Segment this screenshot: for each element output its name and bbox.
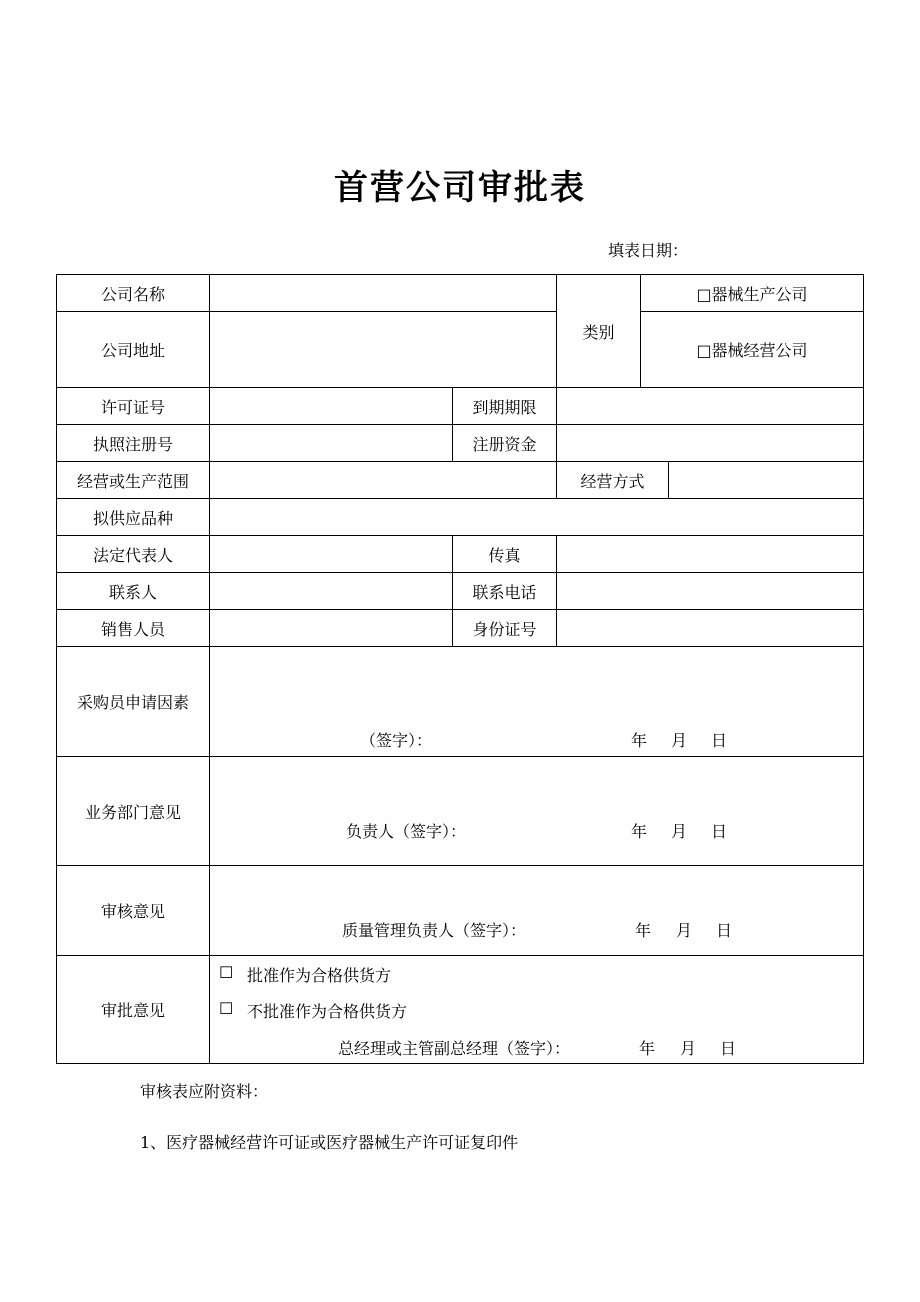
contact-field[interactable] (209, 572, 453, 610)
business-dept-opinion-field[interactable] (209, 756, 864, 866)
business-scope-field[interactable] (209, 461, 557, 499)
purchaser-date-day: 日 (711, 731, 728, 750)
review-date-month: 月 (676, 921, 693, 940)
company-name-field[interactable] (209, 274, 557, 312)
label-business-mode: 经营方式 (556, 461, 669, 499)
license-no-field[interactable] (209, 387, 453, 425)
fill-date-label: 填表日期： (608, 241, 689, 260)
purchaser-sign-label: （签字）： (360, 731, 433, 750)
approval-date-day: 日 (720, 1039, 737, 1058)
page-title: 首营公司审批表 (334, 168, 586, 208)
category-option-manufacturer[interactable]: □器械生产公司 (640, 274, 864, 312)
label-phone: 联系电话 (452, 572, 557, 610)
review-opinion-field[interactable] (209, 865, 864, 956)
label-company-name: 公司名称 (56, 274, 210, 312)
approve-option-label: 批准作为合格供货方 (247, 966, 392, 985)
label-contact: 联系人 (56, 572, 210, 610)
business-license-no-field[interactable] (209, 424, 453, 462)
reject-checkbox[interactable]: ☐ (219, 999, 234, 1018)
purchaser-date-month: 月 (671, 731, 688, 750)
label-supply-products: 拟供应品种 (56, 498, 210, 536)
review-date-day: 日 (716, 921, 733, 940)
registered-capital-field[interactable] (556, 424, 864, 462)
label-license-no: 许可证号 (56, 387, 210, 425)
company-address-field[interactable] (209, 311, 557, 388)
reject-option-label: 不批准作为合格供货方 (247, 1002, 408, 1021)
label-expiry: 到期期限 (452, 387, 557, 425)
label-fax: 传真 (452, 535, 557, 573)
phone-field[interactable] (556, 572, 864, 610)
approval-date-month: 月 (680, 1039, 697, 1058)
expiry-field[interactable] (556, 387, 864, 425)
label-company-address: 公司地址 (56, 311, 210, 388)
label-category: 类别 (556, 274, 641, 388)
purchaser-reason-field[interactable] (209, 646, 864, 757)
approval-sign-label: 总经理或主管副总经理（签字）： (338, 1039, 571, 1058)
business-dept-date-year: 年 (631, 822, 648, 841)
label-legal-rep: 法定代表人 (56, 535, 210, 573)
review-sign-label: 质量管理负责人（签字）： (342, 921, 527, 940)
purchaser-date-year: 年 (631, 731, 648, 750)
business-dept-sign-label: 负责人（签字）： (346, 822, 467, 841)
business-dept-date-month: 月 (671, 822, 688, 841)
sales-person-field[interactable] (209, 609, 453, 647)
approve-checkbox[interactable]: ☐ (219, 963, 234, 982)
approval-date-year: 年 (639, 1039, 656, 1058)
label-id-no: 身份证号 (452, 609, 557, 647)
review-date-year: 年 (635, 921, 652, 940)
attachment-item-1: 1、医疗器械经营许可证或医疗器械生产许可证复印件 (140, 1133, 519, 1152)
label-review-opinion: 审核意见 (56, 865, 210, 956)
label-business-scope: 经营或生产范围 (56, 461, 210, 499)
label-approval-opinion: 审批意见 (56, 955, 210, 1064)
business-mode-field[interactable] (668, 461, 864, 499)
attachments-title: 审核表应附资料： (140, 1082, 269, 1101)
label-registered-capital: 注册资金 (452, 424, 557, 462)
id-no-field[interactable] (556, 609, 864, 647)
category-option-distributor[interactable]: □器械经营公司 (640, 311, 864, 388)
supply-products-field[interactable] (209, 498, 864, 536)
business-dept-date-day: 日 (711, 822, 728, 841)
fax-field[interactable] (556, 535, 864, 573)
label-business-dept-opinion: 业务部门意见 (56, 756, 210, 866)
label-purchaser-reason: 采购员申请因素 (56, 646, 210, 757)
label-business-license-no: 执照注册号 (56, 424, 210, 462)
label-sales-person: 销售人员 (56, 609, 210, 647)
legal-rep-field[interactable] (209, 535, 453, 573)
